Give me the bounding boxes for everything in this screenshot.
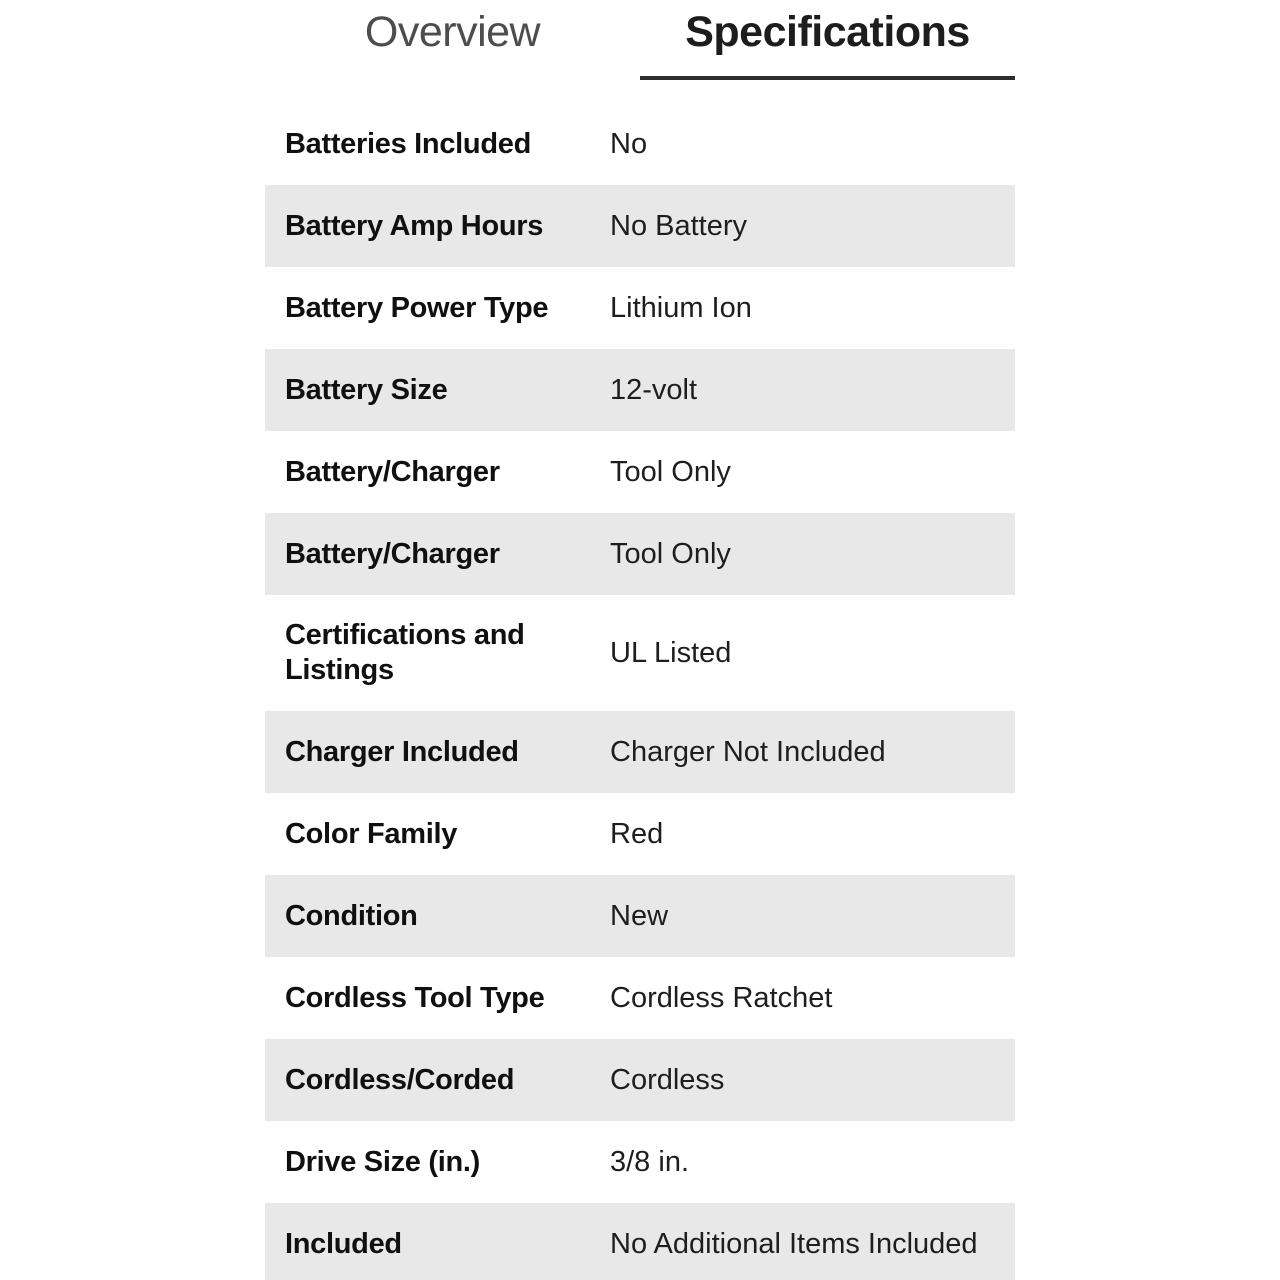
spec-label: Cordless/Corded [285, 1063, 515, 1096]
spec-value: New [610, 899, 669, 932]
spec-row [265, 595, 1015, 711]
spec-value: Lithium Ion [610, 291, 752, 324]
spec-row [265, 957, 1015, 1039]
spec-label: Charger Included [285, 735, 519, 768]
spec-value: No [610, 127, 648, 160]
spec-table [265, 103, 1015, 1280]
spec-value: No Battery [610, 209, 747, 242]
tab-bar [265, 0, 1015, 80]
spec-row [265, 267, 1015, 349]
spec-value: Cordless [610, 1063, 725, 1096]
spec-label: Condition [285, 899, 418, 932]
spec-row [265, 103, 1015, 185]
spec-value: Cordless Ratchet [610, 981, 833, 1014]
tab-specifications[interactable]: Specifications [640, 0, 1015, 80]
spec-value: 12-volt [610, 373, 698, 406]
spec-label: Drive Size (in.) [285, 1145, 481, 1178]
spec-row [265, 513, 1015, 595]
spec-label: Battery Amp Hours [285, 209, 544, 242]
spec-label: Cordless Tool Type [285, 981, 545, 1014]
spec-value: UL Listed [610, 636, 732, 669]
spec-row [265, 1121, 1015, 1203]
content-column [265, 0, 1015, 1280]
spec-row [265, 793, 1015, 875]
spec-row [265, 875, 1015, 957]
spec-row [265, 431, 1015, 513]
spec-row [265, 711, 1015, 793]
spec-label: Certifications and Listings [285, 619, 525, 686]
spec-value: Tool Only [610, 537, 731, 570]
tab-overview[interactable]: Overview [364, 8, 541, 56]
spec-label: Battery Power Type [285, 291, 549, 324]
spec-label: Battery/Charger [285, 537, 500, 570]
spec-row [265, 1203, 1015, 1280]
spec-row [265, 1039, 1015, 1121]
spec-label: Battery/Charger [285, 455, 500, 488]
spec-row [265, 185, 1015, 267]
spec-label: Batteries Included [285, 127, 531, 160]
spec-label: Color Family [285, 817, 458, 850]
spec-value: Tool Only [610, 455, 731, 488]
spec-row [265, 349, 1015, 431]
spec-label: Battery Size [285, 373, 448, 406]
spec-value: 3/8 in. [610, 1145, 689, 1178]
spec-value: No Additional Items Included [610, 1227, 978, 1260]
spec-label: Included [285, 1227, 402, 1260]
spec-value: Red [610, 817, 664, 850]
spec-value: Charger Not Included [610, 735, 886, 768]
